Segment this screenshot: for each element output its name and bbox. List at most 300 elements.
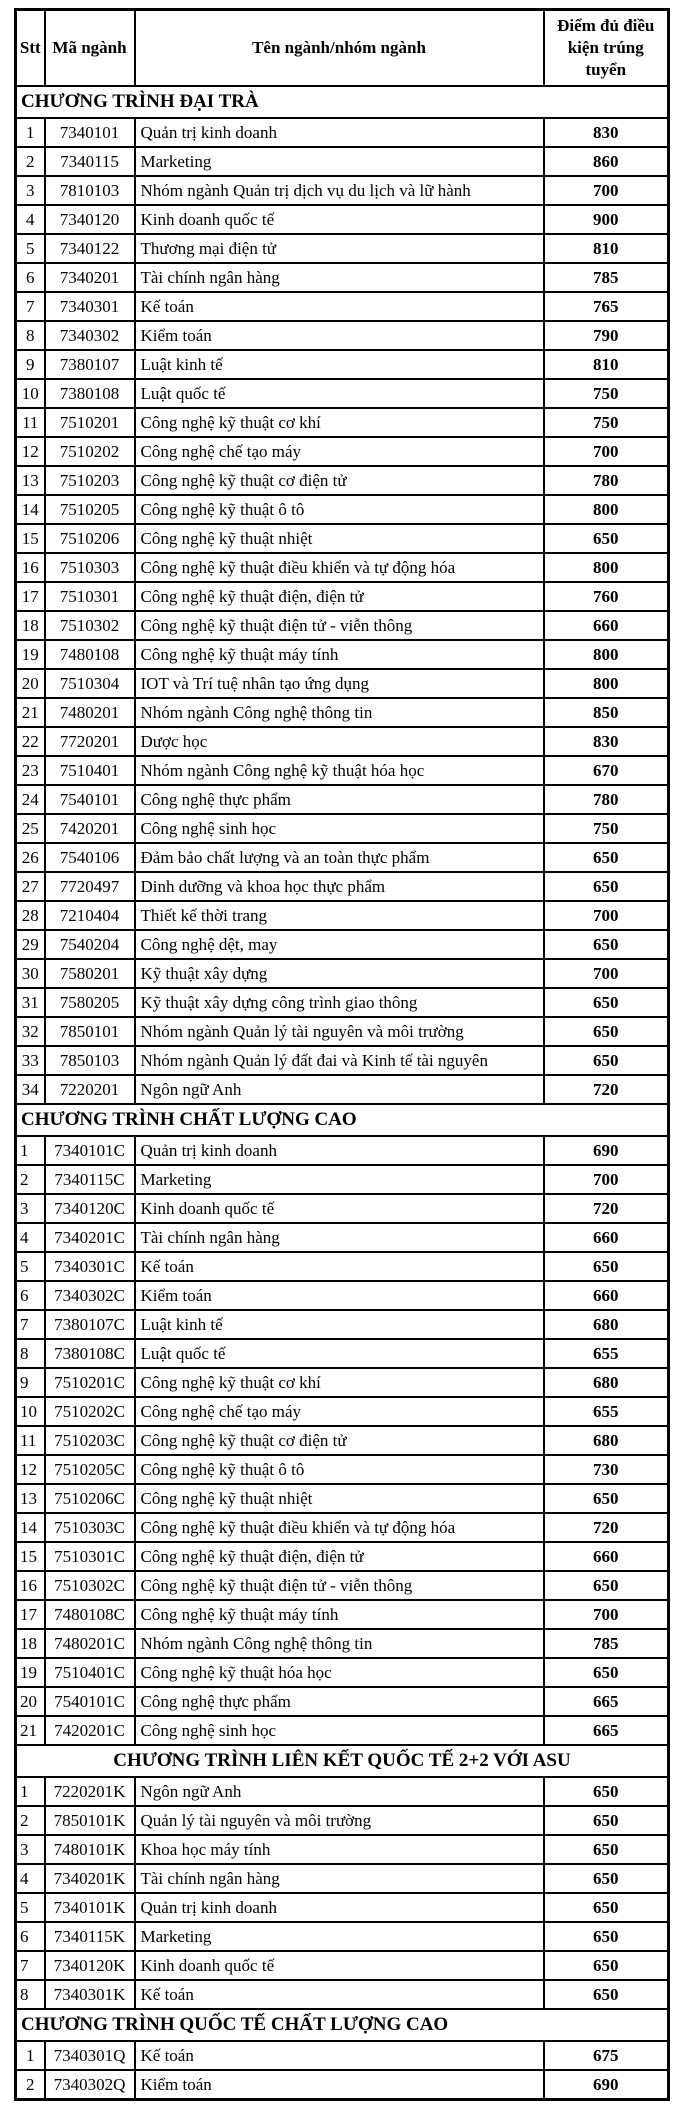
- major-code-cell: 7510203: [45, 466, 135, 495]
- major-code-cell: 7540204: [45, 930, 135, 959]
- major-name-cell: Công nghệ thực phẩm: [135, 785, 544, 814]
- score-cell: 660: [544, 1281, 669, 1310]
- score-cell: 650: [544, 1864, 669, 1893]
- major-name-cell: Nhóm ngành Công nghệ kỹ thuật hóa học: [135, 756, 544, 785]
- row-number-cell: 17: [16, 1600, 45, 1629]
- row-number-cell: 23: [16, 756, 45, 785]
- section-title: CHƯƠNG TRÌNH LIÊN KẾT QUỐC TẾ 2+2 VỚI ASU: [16, 1745, 669, 1777]
- table-row: [16, 843, 669, 872]
- score-cell: 900: [544, 205, 669, 234]
- major-code-cell: 7220201K: [45, 1777, 135, 1806]
- score-cell: 810: [544, 234, 669, 263]
- row-number-cell: 8: [16, 1980, 45, 2009]
- table-row: [16, 1951, 669, 1980]
- row-number-cell: 26: [16, 843, 45, 872]
- major-code-cell: 7580201: [45, 959, 135, 988]
- score-cell: 720: [544, 1513, 669, 1542]
- header-major-code: Mã ngành: [45, 10, 135, 87]
- table-row: [16, 582, 669, 611]
- major-code-cell: 7420201C: [45, 1716, 135, 1745]
- table-row: [16, 1455, 669, 1484]
- major-code-cell: 7210404: [45, 901, 135, 930]
- section-header-row: [16, 2009, 669, 2041]
- score-cell: 650: [544, 1252, 669, 1281]
- table-row: [16, 118, 669, 147]
- score-cell: 650: [544, 1046, 669, 1075]
- major-code-cell: 7340101C: [45, 1136, 135, 1165]
- row-number-cell: 5: [16, 1893, 45, 1922]
- score-cell: 700: [544, 437, 669, 466]
- major-code-cell: 7340115: [45, 147, 135, 176]
- score-cell: 650: [544, 988, 669, 1017]
- row-number-cell: 18: [16, 1629, 45, 1658]
- major-code-cell: 7510206C: [45, 1484, 135, 1513]
- score-cell: 650: [544, 1484, 669, 1513]
- row-number-cell: 7: [16, 292, 45, 321]
- score-cell: 800: [544, 669, 669, 698]
- major-code-cell: 7510201: [45, 408, 135, 437]
- major-code-cell: 7340101: [45, 118, 135, 147]
- score-cell: 730: [544, 1455, 669, 1484]
- section-title: CHƯƠNG TRÌNH CHẤT LƯỢNG CAO: [16, 1104, 669, 1136]
- major-name-cell: Công nghệ kỹ thuật ô tô: [135, 495, 544, 524]
- row-number-cell: 4: [16, 1223, 45, 1252]
- table-row: [16, 1893, 669, 1922]
- major-code-cell: 7510303: [45, 553, 135, 582]
- row-number-cell: 11: [16, 408, 45, 437]
- score-cell: 700: [544, 901, 669, 930]
- row-number-cell: 17: [16, 582, 45, 611]
- row-number-cell: 28: [16, 901, 45, 930]
- row-number-cell: 1: [16, 2041, 45, 2070]
- score-cell: 800: [544, 553, 669, 582]
- score-cell: 680: [544, 1310, 669, 1339]
- table-row: [16, 698, 669, 727]
- major-name-cell: Kế toán: [135, 1980, 544, 2009]
- major-name-cell: Công nghệ dệt, may: [135, 930, 544, 959]
- major-name-cell: Kế toán: [135, 292, 544, 321]
- major-name-cell: Thiết kế thời trang: [135, 901, 544, 930]
- table-row: [16, 1600, 669, 1629]
- major-name-cell: Kinh doanh quốc tế: [135, 1194, 544, 1223]
- row-number-cell: 6: [16, 263, 45, 292]
- score-cell: 700: [544, 1600, 669, 1629]
- score-cell: 650: [544, 524, 669, 553]
- score-cell: 660: [544, 1223, 669, 1252]
- section-header-row: [16, 1745, 669, 1777]
- major-code-cell: 7580205: [45, 988, 135, 1017]
- table-row: [16, 1835, 669, 1864]
- major-name-cell: Marketing: [135, 1165, 544, 1194]
- row-number-cell: 24: [16, 785, 45, 814]
- row-number-cell: 4: [16, 1864, 45, 1893]
- major-code-cell: 7510206: [45, 524, 135, 553]
- score-cell: 650: [544, 872, 669, 901]
- row-number-cell: 3: [16, 176, 45, 205]
- major-name-cell: Công nghệ chế tạo máy: [135, 1397, 544, 1426]
- score-cell: 720: [544, 1075, 669, 1104]
- row-number-cell: 2: [16, 1165, 45, 1194]
- major-code-cell: 7380107C: [45, 1310, 135, 1339]
- major-code-cell: 7480201: [45, 698, 135, 727]
- major-name-cell: Thương mại điện tử: [135, 234, 544, 263]
- major-code-cell: 7850101: [45, 1017, 135, 1046]
- row-number-cell: 10: [16, 379, 45, 408]
- major-code-cell: 7340301K: [45, 1980, 135, 2009]
- major-name-cell: Công nghệ kỹ thuật điện, điện tử: [135, 1542, 544, 1571]
- row-number-cell: 31: [16, 988, 45, 1017]
- major-name-cell: Quản lý tài nguyên và môi trường: [135, 1806, 544, 1835]
- row-number-cell: 25: [16, 814, 45, 843]
- major-code-cell: 7510302: [45, 611, 135, 640]
- row-number-cell: 9: [16, 350, 45, 379]
- table-row: [16, 1980, 669, 2009]
- table-row: [16, 408, 669, 437]
- row-number-cell: 19: [16, 1658, 45, 1687]
- major-name-cell: Dược học: [135, 727, 544, 756]
- major-code-cell: 7510202: [45, 437, 135, 466]
- table-row: [16, 321, 669, 350]
- table-row: [16, 1922, 669, 1951]
- major-code-cell: 7340201C: [45, 1223, 135, 1252]
- score-cell: 650: [544, 1835, 669, 1864]
- major-name-cell: Công nghệ kỹ thuật cơ khí: [135, 408, 544, 437]
- score-cell: 700: [544, 1165, 669, 1194]
- table-row: [16, 1368, 669, 1397]
- score-cell: 650: [544, 1980, 669, 2009]
- score-cell: 750: [544, 814, 669, 843]
- major-code-cell: 7720201: [45, 727, 135, 756]
- row-number-cell: 8: [16, 321, 45, 350]
- table-row: [16, 1223, 669, 1252]
- score-cell: 720: [544, 1194, 669, 1223]
- major-code-cell: 7340120: [45, 205, 135, 234]
- table-row: [16, 1513, 669, 1542]
- table-row: [16, 524, 669, 553]
- major-code-cell: 7420201: [45, 814, 135, 843]
- row-number-cell: 2: [16, 2070, 45, 2100]
- major-name-cell: Nhóm ngành Công nghệ thông tin: [135, 1629, 544, 1658]
- major-code-cell: 7510201C: [45, 1368, 135, 1397]
- major-name-cell: Kiểm toán: [135, 1281, 544, 1310]
- score-cell: 690: [544, 1136, 669, 1165]
- major-name-cell: IOT và Trí tuệ nhân tạo ứng dụng: [135, 669, 544, 698]
- row-number-cell: 3: [16, 1835, 45, 1864]
- section-header-row: [16, 86, 669, 118]
- major-name-cell: Công nghệ kỹ thuật hóa học: [135, 1658, 544, 1687]
- major-code-cell: 7510303C: [45, 1513, 135, 1542]
- score-cell: 700: [544, 959, 669, 988]
- row-number-cell: 4: [16, 205, 45, 234]
- table-row: [16, 1397, 669, 1426]
- table-row: [16, 350, 669, 379]
- major-code-cell: 7850103: [45, 1046, 135, 1075]
- score-cell: 700: [544, 176, 669, 205]
- row-number-cell: 21: [16, 1716, 45, 1745]
- major-name-cell: Công nghệ kỹ thuật điều khiển và tự động hóa: [135, 553, 544, 582]
- table-row: [16, 1542, 669, 1571]
- major-code-cell: 7380108C: [45, 1339, 135, 1368]
- score-cell: 665: [544, 1687, 669, 1716]
- table-row: [16, 1252, 669, 1281]
- major-name-cell: Marketing: [135, 147, 544, 176]
- row-number-cell: 14: [16, 1513, 45, 1542]
- score-cell: 670: [544, 756, 669, 785]
- score-cell: 665: [544, 1716, 669, 1745]
- major-code-cell: 7540101: [45, 785, 135, 814]
- major-code-cell: 7340301C: [45, 1252, 135, 1281]
- table-row: [16, 553, 669, 582]
- table-row: [16, 1864, 669, 1893]
- table-row: [16, 1310, 669, 1339]
- major-name-cell: Công nghệ kỹ thuật máy tính: [135, 1600, 544, 1629]
- major-name-cell: Luật kinh tế: [135, 1310, 544, 1339]
- score-cell: 650: [544, 843, 669, 872]
- major-name-cell: Công nghệ sinh học: [135, 1716, 544, 1745]
- major-name-cell: Kế toán: [135, 1252, 544, 1281]
- table-row: [16, 640, 669, 669]
- table-row: [16, 466, 669, 495]
- major-code-cell: 7340122: [45, 234, 135, 263]
- major-name-cell: Công nghệ kỹ thuật cơ điện tử: [135, 1426, 544, 1455]
- row-number-cell: 16: [16, 1571, 45, 1600]
- score-cell: 655: [544, 1339, 669, 1368]
- row-number-cell: 7: [16, 1310, 45, 1339]
- major-name-cell: Công nghệ kỹ thuật nhiệt: [135, 524, 544, 553]
- score-cell: 660: [544, 611, 669, 640]
- header-stt: Stt: [16, 10, 45, 87]
- row-number-cell: 8: [16, 1339, 45, 1368]
- table-row: [16, 176, 669, 205]
- major-code-cell: 7340115K: [45, 1922, 135, 1951]
- major-name-cell: Khoa học máy tính: [135, 1835, 544, 1864]
- row-number-cell: 32: [16, 1017, 45, 1046]
- major-name-cell: Kỹ thuật xây dựng công trình giao thông: [135, 988, 544, 1017]
- score-cell: 650: [544, 1658, 669, 1687]
- major-name-cell: Tài chính ngân hàng: [135, 1223, 544, 1252]
- major-code-cell: 7540101C: [45, 1687, 135, 1716]
- major-name-cell: Luật quốc tế: [135, 1339, 544, 1368]
- row-number-cell: 5: [16, 1252, 45, 1281]
- score-cell: 785: [544, 263, 669, 292]
- row-number-cell: 30: [16, 959, 45, 988]
- major-code-cell: 7510205C: [45, 1455, 135, 1484]
- row-number-cell: 3: [16, 1194, 45, 1223]
- major-code-cell: 7480201C: [45, 1629, 135, 1658]
- major-code-cell: 7720497: [45, 872, 135, 901]
- score-cell: 650: [544, 1571, 669, 1600]
- score-cell: 830: [544, 727, 669, 756]
- major-name-cell: Quản trị kinh doanh: [135, 1136, 544, 1165]
- table-row: [16, 1716, 669, 1745]
- major-code-cell: 7380108: [45, 379, 135, 408]
- row-number-cell: 1: [16, 1136, 45, 1165]
- table-row: [16, 814, 669, 843]
- major-name-cell: Nhóm ngành Quản lý tài nguyên và môi trường: [135, 1017, 544, 1046]
- header-score: Điểm đủ điều kiện trúng tuyển: [544, 10, 669, 87]
- major-name-cell: Tài chính ngân hàng: [135, 263, 544, 292]
- table-row: [16, 756, 669, 785]
- table-row: [16, 1165, 669, 1194]
- score-cell: 785: [544, 1629, 669, 1658]
- row-number-cell: 6: [16, 1281, 45, 1310]
- row-number-cell: 5: [16, 234, 45, 263]
- major-name-cell: Nhóm ngành Quản lý đất đai và Kinh tế tài nguyên: [135, 1046, 544, 1075]
- table-row: [16, 437, 669, 466]
- score-cell: 650: [544, 1951, 669, 1980]
- table-row: [16, 930, 669, 959]
- major-name-cell: Dinh dưỡng và khoa học thực phẩm: [135, 872, 544, 901]
- row-number-cell: 16: [16, 553, 45, 582]
- table-row: [16, 1075, 669, 1104]
- table-row: [16, 901, 669, 930]
- table-row: [16, 2070, 669, 2100]
- table-row: [16, 727, 669, 756]
- major-name-cell: Công nghệ kỹ thuật cơ điện tử: [135, 466, 544, 495]
- major-code-cell: 7510302C: [45, 1571, 135, 1600]
- major-name-cell: Kinh doanh quốc tế: [135, 205, 544, 234]
- table-row: [16, 611, 669, 640]
- row-number-cell: 10: [16, 1397, 45, 1426]
- row-number-cell: 21: [16, 698, 45, 727]
- table-row: [16, 1687, 669, 1716]
- table-row: [16, 1571, 669, 1600]
- major-name-cell: Nhóm ngành Công nghệ thông tin: [135, 698, 544, 727]
- row-number-cell: 33: [16, 1046, 45, 1075]
- score-cell: 650: [544, 1777, 669, 1806]
- major-code-cell: 7340201: [45, 263, 135, 292]
- row-number-cell: 15: [16, 524, 45, 553]
- major-name-cell: Kiểm toán: [135, 321, 544, 350]
- table-row: [16, 1806, 669, 1835]
- table-row: [16, 872, 669, 901]
- section-header-row: [16, 1104, 669, 1136]
- row-number-cell: 34: [16, 1075, 45, 1104]
- major-code-cell: 7340115C: [45, 1165, 135, 1194]
- row-number-cell: 7: [16, 1951, 45, 1980]
- table-row: [16, 1484, 669, 1513]
- major-code-cell: 7510401: [45, 756, 135, 785]
- score-cell: 650: [544, 1017, 669, 1046]
- score-cell: 750: [544, 408, 669, 437]
- major-name-cell: Luật quốc tế: [135, 379, 544, 408]
- major-name-cell: Công nghệ kỹ thuật cơ khí: [135, 1368, 544, 1397]
- major-code-cell: 7480101K: [45, 1835, 135, 1864]
- row-number-cell: 13: [16, 1484, 45, 1513]
- score-cell: 850: [544, 698, 669, 727]
- score-cell: 780: [544, 785, 669, 814]
- row-number-cell: 12: [16, 1455, 45, 1484]
- row-number-cell: 20: [16, 1687, 45, 1716]
- major-name-cell: Đảm bảo chất lượng và an toàn thực phẩm: [135, 843, 544, 872]
- table-row: [16, 1629, 669, 1658]
- major-code-cell: 7480108: [45, 640, 135, 669]
- score-cell: 675: [544, 2041, 669, 2070]
- table-header-row: [16, 10, 669, 87]
- table-row: [16, 2041, 669, 2070]
- major-code-cell: 7340120C: [45, 1194, 135, 1223]
- major-name-cell: Tài chính ngân hàng: [135, 1864, 544, 1893]
- table-row: [16, 669, 669, 698]
- table-row: [16, 1136, 669, 1165]
- score-cell: 750: [544, 379, 669, 408]
- major-name-cell: Công nghệ thực phẩm: [135, 1687, 544, 1716]
- major-name-cell: Ngôn ngữ Anh: [135, 1075, 544, 1104]
- score-cell: 650: [544, 1922, 669, 1951]
- table-row: [16, 1426, 669, 1455]
- table-row: [16, 1658, 669, 1687]
- score-cell: 680: [544, 1426, 669, 1455]
- major-code-cell: 7340302C: [45, 1281, 135, 1310]
- score-cell: 860: [544, 147, 669, 176]
- row-number-cell: 14: [16, 495, 45, 524]
- major-name-cell: Công nghệ kỹ thuật máy tính: [135, 640, 544, 669]
- major-code-cell: 7850101K: [45, 1806, 135, 1835]
- major-code-cell: 7510301: [45, 582, 135, 611]
- score-cell: 765: [544, 292, 669, 321]
- major-name-cell: Công nghệ kỹ thuật nhiệt: [135, 1484, 544, 1513]
- major-code-cell: 7340101K: [45, 1893, 135, 1922]
- major-name-cell: Quản trị kinh doanh: [135, 1893, 544, 1922]
- row-number-cell: 1: [16, 1777, 45, 1806]
- row-number-cell: 15: [16, 1542, 45, 1571]
- score-cell: 690: [544, 2070, 669, 2100]
- table-row: [16, 1339, 669, 1368]
- major-code-cell: 7510202C: [45, 1397, 135, 1426]
- score-cell: 680: [544, 1368, 669, 1397]
- table-row: [16, 205, 669, 234]
- row-number-cell: 6: [16, 1922, 45, 1951]
- admission-score-table: [14, 8, 670, 2101]
- major-code-cell: 7810103: [45, 176, 135, 205]
- section-title: CHƯƠNG TRÌNH QUỐC TẾ CHẤT LƯỢNG CAO: [16, 2009, 669, 2041]
- row-number-cell: 13: [16, 466, 45, 495]
- major-name-cell: Kế toán: [135, 2041, 544, 2070]
- row-number-cell: 11: [16, 1426, 45, 1455]
- major-code-cell: 7510301C: [45, 1542, 135, 1571]
- score-cell: 790: [544, 321, 669, 350]
- major-name-cell: Công nghệ sinh học: [135, 814, 544, 843]
- row-number-cell: 22: [16, 727, 45, 756]
- table-row: [16, 785, 669, 814]
- major-name-cell: Nhóm ngành Quản trị dịch vụ du lịch và lữ hành: [135, 176, 544, 205]
- header-major-name: Tên ngành/nhóm ngành: [135, 10, 544, 87]
- section-title: CHƯƠNG TRÌNH ĐẠI TRÀ: [16, 86, 669, 118]
- row-number-cell: 2: [16, 147, 45, 176]
- major-name-cell: Công nghệ kỹ thuật điều khiển và tự động hóa: [135, 1513, 544, 1542]
- major-name-cell: Ngôn ngữ Anh: [135, 1777, 544, 1806]
- row-number-cell: 18: [16, 611, 45, 640]
- major-code-cell: 7510304: [45, 669, 135, 698]
- table-row: [16, 263, 669, 292]
- major-code-cell: 7220201: [45, 1075, 135, 1104]
- row-number-cell: 12: [16, 437, 45, 466]
- major-name-cell: Công nghệ kỹ thuật điện tử - viễn thông: [135, 611, 544, 640]
- major-name-cell: Marketing: [135, 1922, 544, 1951]
- row-number-cell: 29: [16, 930, 45, 959]
- table-row: [16, 1017, 669, 1046]
- row-number-cell: 20: [16, 669, 45, 698]
- table-row: [16, 1194, 669, 1223]
- row-number-cell: 1: [16, 118, 45, 147]
- score-cell: 660: [544, 1542, 669, 1571]
- score-cell: 800: [544, 640, 669, 669]
- major-code-cell: 7340302Q: [45, 2070, 135, 2100]
- major-code-cell: 7480108C: [45, 1600, 135, 1629]
- score-cell: 655: [544, 1397, 669, 1426]
- major-name-cell: Kỹ thuật xây dựng: [135, 959, 544, 988]
- major-name-cell: Luật kinh tế: [135, 350, 544, 379]
